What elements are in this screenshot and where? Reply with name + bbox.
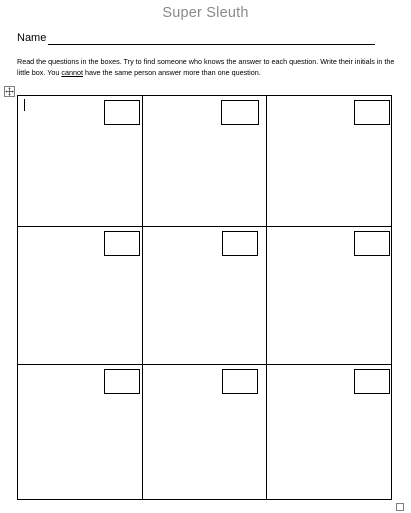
table-resize-handle-icon[interactable] xyxy=(396,503,404,511)
instructions-paragraph xyxy=(17,56,399,78)
name-label: Name xyxy=(17,32,47,44)
initials-box[interactable] xyxy=(104,231,140,256)
initials-box[interactable] xyxy=(222,369,258,394)
initials-box[interactable] xyxy=(104,100,140,125)
initials-box[interactable] xyxy=(354,231,390,256)
instructions-text-1: Read the questions in the boxes. Try to find someone who knows the answer to each question. Write their initials in the little box. You xyxy=(17,57,395,77)
initials-box[interactable] xyxy=(222,231,258,256)
table-move-handle-icon[interactable] xyxy=(4,86,15,97)
initials-box[interactable] xyxy=(104,369,140,394)
instructions-underlined-word: cannot xyxy=(61,68,83,77)
text-cursor xyxy=(24,99,25,111)
name-line[interactable] xyxy=(48,44,375,45)
four-arrow-move-icon xyxy=(5,87,14,96)
instructions-text-2: have the same person answer more than one question. xyxy=(82,68,261,77)
sleuth-table xyxy=(17,95,392,500)
initials-box[interactable] xyxy=(354,100,390,125)
initials-box[interactable] xyxy=(221,100,259,125)
initials-box[interactable] xyxy=(354,369,390,394)
page-title: Super Sleuth xyxy=(162,5,249,21)
